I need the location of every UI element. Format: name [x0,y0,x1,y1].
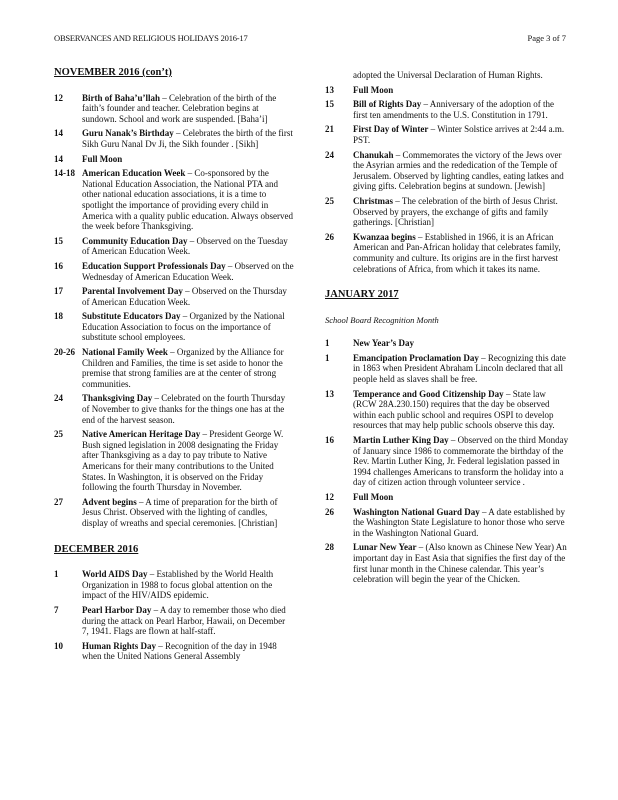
january-subtitle: School Board Recognition Month [325,314,439,325]
calendar-entry [54,393,294,425]
entry-description [82,93,294,125]
entry-name: New Year’s Day [353,338,414,349]
calendar-entry [54,347,294,389]
entry-name: Native American Heritage Day [82,429,201,440]
entry-name: Community Education Day [82,235,188,246]
entry-description [353,492,570,503]
entry-date: 12 [54,92,63,103]
entry-date: 14-18 [54,168,75,179]
left-column [54,68,294,666]
entry-date: 15 [325,99,334,110]
entry-text: – Established in 1966, it is an African American and Pan-African holiday that celebrates family, community and culture. Its origins are in the first harvest celebrations of Africa, from which it takes its name. [353,231,561,274]
entry-description [82,497,294,529]
calendar-entry [325,99,570,120]
entry-name: Substitute Educators Day [82,311,181,322]
entry-text: – A date established by the Washington State Legislature to honor those who serve in the Washington National Guard. [353,506,566,538]
entry-name: Lunar New Year [353,542,417,553]
entry-date: 25 [325,195,334,206]
entry-text: – Winter Solstice arrives at 2:44 a.m. PST. [353,124,565,145]
entry-date: 26 [325,506,334,517]
entry-date: 7 [54,604,59,615]
entry-name: Temperance and Good Citizenship Day [353,388,504,399]
calendar-entry [325,492,570,503]
entry-text: – Established by the World Health Organization in 1988 to focus global attention on the impact of the HIV/AIDS epidemic. [82,569,274,601]
calendar-entry [54,497,294,529]
entry-date: 18 [54,311,63,322]
calendar-entry [54,429,294,493]
entry-text: – Recognizing this date in 1863 when President Abraham Lincoln declared that all people held as slaves shall be free. [353,352,566,385]
entry-name: Thanksgiving Day [82,393,153,404]
entry-name: American Education Week [82,168,186,179]
entry-text: – Celebration of the birth of the faith’s founder and teacher. Celebration begins at sundown. School and work are suspended. [Baha’i] [82,92,277,124]
right-column [325,70,570,589]
calendar-entry [54,261,294,282]
entry-description [353,85,570,96]
calendar-entry [325,124,570,145]
entry-text: – Observed on the Thursday of American Education Week. [82,286,287,307]
entry-name: Human Rights Day [82,640,157,651]
december-continuation: adopted the Universal Declaration of Human Rights. [353,70,543,80]
calendar-entry [54,605,294,637]
entry-description [82,128,294,149]
entry-name: Washington National Guard Day [353,506,480,517]
december-list [54,569,294,662]
entry-name: World AIDS Day [82,569,148,580]
entry-text: – Recognition of the day in 1948 when the United Nations General Assembly [82,640,277,662]
entry-description [353,124,570,145]
entry-date: 27 [54,496,63,507]
entry-date: 13 [325,84,334,95]
entry-name: Full Moon [82,153,123,164]
entry-date: 21 [325,124,334,135]
entry-description [353,353,570,385]
entry-text: – State law (RCW 28A.230.150) requires that the day be observed within each public school and requires OSPI to develop resources that may help public schools observe this day. [353,388,555,431]
calendar-entry [325,389,570,431]
entry-description [82,168,294,232]
december-heading: DECEMBER 2016 [54,543,139,555]
entry-name: Full Moon [353,84,394,95]
entry-text: – Organized by the National Education Association to focus on the importance of substitute school employees. [82,311,285,343]
entry-name: Full Moon [353,492,394,502]
calendar-entry [325,435,570,488]
entry-description [82,347,294,389]
calendar-entry [54,286,294,307]
calendar-entry [54,641,294,662]
entry-text: – Anniversary of the adoption of the first ten amendments to the U.S. Constitution in 1791. [353,99,554,120]
calendar-entry [54,154,294,165]
entry-text: – Celebrated on the fourth Thursday of November to give thanks for the things one has at the end of the harvest season. [82,393,286,425]
entry-date: 1 [325,352,330,363]
calendar-entry [325,542,570,584]
entry-text: – Observed on the Tuesday of American Education Week. [82,235,288,257]
entry-text: – President George W. Bush signed legislation in 2008 designating the Friday after Thanksgiving as a day to pay tribute to Native Americans for their many contributions to the United States. In Washington, it is observed on the Friday following the fourth Thursday in November. [82,429,284,493]
entry-text: – Organized by the Alliance for Children and Families, the time is set aside to honor the premise that strong families are at the center of strong communities. [82,347,284,389]
entry-date: 28 [325,542,334,553]
entry-date: 24 [54,393,63,404]
entry-description [82,154,294,165]
entry-description [353,99,570,120]
calendar-entry [325,196,570,228]
entry-description [82,286,294,307]
entry-date: 14 [54,153,63,164]
entry-date: 16 [325,435,334,446]
calendar-entry [325,507,570,539]
entry-description [353,435,570,488]
entry-date: 13 [325,388,334,399]
entry-text: – Co-sponsored by the National Education Association, the National PTA and other national education associations, it is a time to spotlight the importance of providing every child in America with a quality public education. Always observed the week before Thanksgiving. [82,168,293,232]
december-list-continued [325,85,570,275]
entry-name: First Day of Winter [353,124,429,135]
entry-date: 16 [54,260,63,271]
entry-description [353,196,570,228]
entry-name: Advent begins [82,496,137,507]
entry-name: Emancipation Proclamation Day [353,352,479,363]
entry-name: Chanukah [353,149,394,160]
january-list [325,338,570,584]
entry-description [353,232,570,274]
entry-date: 12 [325,492,334,502]
entry-description [353,507,570,539]
november-heading: NOVEMBER 2016 (con’t) [54,67,172,78]
calendar-entry [54,128,294,149]
entry-description [353,542,570,584]
calendar-entry [54,236,294,257]
entry-description [82,569,294,601]
calendar-entry [325,232,570,274]
entry-date: 24 [325,149,334,160]
entry-date: 15 [54,235,63,246]
calendar-entry [54,311,294,343]
entry-text: – A time of preparation for the birth of Jesus Christ. Observed with the lighting of candles, display of wreaths and special ceremonies. [Christian] [82,496,278,528]
entry-name: Kwanzaa begins [353,231,416,242]
entry-name: Birth of Baha’u’llah [82,92,161,103]
entry-name: Education Support Professionals Day [82,260,226,271]
entry-date: 1 [54,569,59,580]
entry-text: – (Also known as Chinese New Year) An important day in East Asia that signifies the first day of the first lunar month in the Chinese calendar. This year’s celebration will begin the year of the Chicken. [353,542,567,585]
entry-text: – The celebration of the birth of Jesus Christ. Observed by prayers, the exchange of gifts and family gatherings. [Christian] [353,195,558,228]
entry-name: Christmas [353,195,393,206]
entry-text: – A day to remember those who died during the attack on Pearl Harbor, Hawaii, on December 7, 1941. Flags are flown at half-staff. [82,604,286,637]
calendar-entry [54,93,294,125]
entry-name: Pearl Harbor Day [82,604,152,615]
entry-name: National Family Week [82,347,168,358]
entry-name: Guru Nanak’s Birthday [82,128,174,139]
calendar-entry [325,150,570,192]
entry-date: 1 [325,338,330,349]
calendar-entry [54,569,294,601]
entry-date: 20-26 [54,347,75,358]
entry-text: – Observed on the Wednesday of American Education Week. [82,260,294,282]
calendar-entry [325,85,570,96]
entry-description [82,393,294,425]
entry-description [82,429,294,493]
entry-name: Martin Luther King Day [353,435,449,446]
entry-date: 14 [54,128,63,139]
entry-text: – Observed on the third Monday of January since 1986 to commemorate the birthday of the Rev. Martin Luther King, Jr. Federal legislation passed in 1994 challenges Americans to transform the holiday into a day of citizen action through volunteer service . [353,435,569,488]
entry-description [353,150,570,192]
entry-description [82,605,294,637]
entry-date: 25 [54,429,63,440]
calendar-entry [325,338,570,349]
document-title: OBSERVANCES AND RELIGIOUS HOLIDAYS 2016-17 [54,33,248,43]
entry-description [82,311,294,343]
entry-name: Parental Involvement Day [82,286,183,297]
entry-description [82,261,294,282]
entry-date: 26 [325,231,334,242]
calendar-entry [325,353,570,385]
entry-date: 10 [54,640,63,651]
calendar-entry [54,168,294,232]
entry-text: – Celebrates the birth of the first Sikh Guru Nanal Dv Ji, the Sikh founder . [Sikh] [82,128,293,149]
entry-name: Bill of Rights Day [353,99,422,110]
entry-date: 17 [54,286,63,297]
january-heading: JANUARY 2017 [325,289,399,301]
entry-description [82,236,294,257]
november-list [54,93,294,529]
entry-description [353,338,570,349]
entry-description [82,641,294,662]
entry-text: – Commemorates the victory of the Jews over the Asyrian armies and the rededication of the Temple of Jerusalem. Observed by lighting candles, eating latkes and giving gifts. Celebration begins at sundown. [Jewish] [353,149,564,192]
page-number: Page 3 of 7 [527,33,566,43]
entry-description [353,389,570,431]
